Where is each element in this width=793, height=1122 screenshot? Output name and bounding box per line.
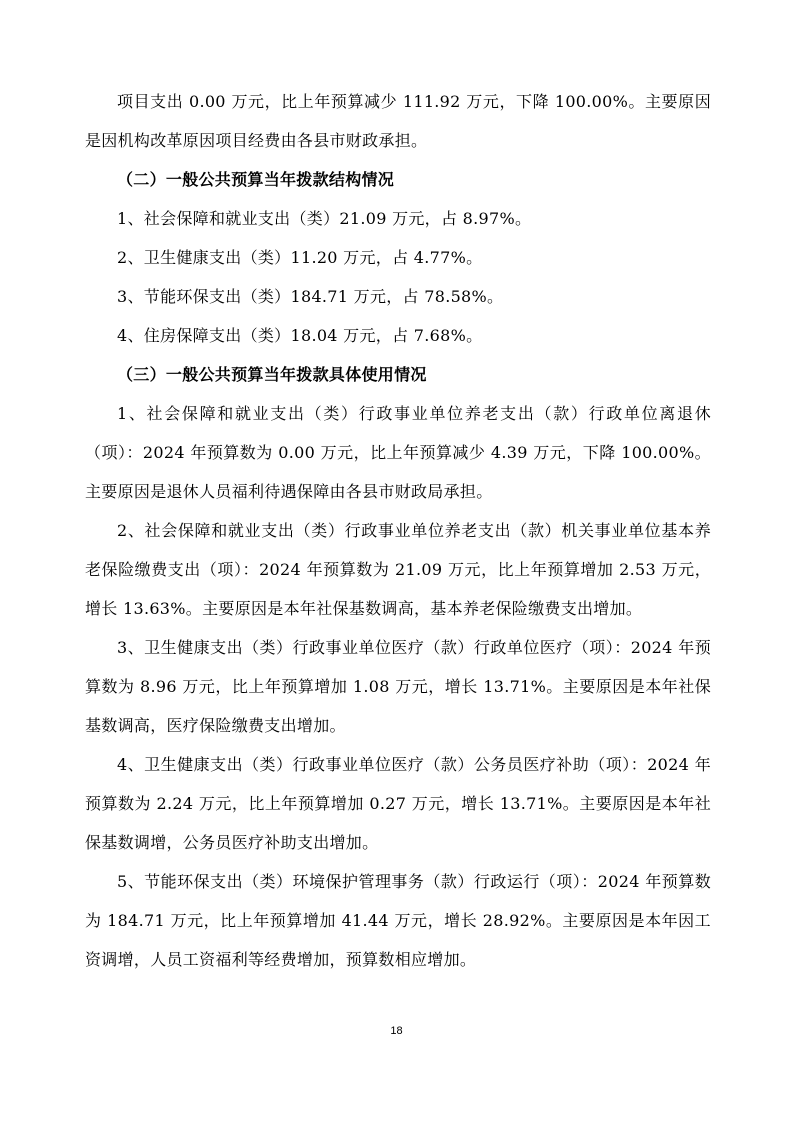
paragraph-pension-insurance: 2、社会保障和就业支出（类）行政事业单位养老支出（款）机关事业单位基本养老保险缴费支出（项）：2024 年预算数为 21.09 万元，比上年预算增加 2.53 万元，增长 13.63%。主要原因是本年社保基数调高，基本养老保险缴费支出增加。 bbox=[85, 521, 711, 618]
paragraph-housing-share: 4、住房保障支出（类）18.04 万元，占 7.68%。 bbox=[117, 326, 483, 345]
paragraph-environment-operation: 5、节能环保支出（类）环境保护管理事务（款）行政运行（项）：2024 年预算数为 184.71 万元，比上年预算增加 41.44 万元，增长 28.92%。主要原因是本年因工资调增，人员工资福利等经费增加，预算数相应增加。 bbox=[85, 872, 711, 969]
paragraph-medical-subsidy: 4、卫生健康支出（类）行政事业单位医疗（款）公务员医疗补助（项）：2024 年预算数为 2.24 万元，比上年预算增加 0.27 万元，增长 13.71%。主要原因是本年社保基数调增，公务员医疗补助支出增加。 bbox=[85, 755, 711, 852]
document-body bbox=[85, 82, 711, 979]
paragraph-health-share: 2、卫生健康支出（类）11.20 万元，占 4.77%。 bbox=[117, 248, 483, 267]
paragraph-social-security-share: 1、社会保障和就业支出（类）21.09 万元，占 8.97%。 bbox=[117, 209, 532, 228]
paragraph-retirement: 1、社会保障和就业支出（类）行政事业单位养老支出（款）行政单位离退休（项）：2024 年预算数为 0.00 万元，比上年预算减少 4.39 万元，下降 100.00%。主要原因是退休人员福利待遇保障由各县市财政局承担。 bbox=[85, 404, 711, 501]
section-heading-usage: （三）一般公共预算当年拨款具体使用情况 bbox=[117, 365, 427, 384]
paragraph-energy-share: 3、节能环保支出（类）184.71 万元，占 78.58%。 bbox=[117, 287, 504, 306]
section-heading-structure: （二）一般公共预算当年拨款结构情况 bbox=[117, 170, 395, 189]
paragraph-medical-unit: 3、卫生健康支出（类）行政事业单位医疗（款）行政单位医疗（项）：2024 年预算数为 8.96 万元，比上年预算增加 1.08 万元，增长 13.71%。主要原因是本年社保基数调高，医疗保险缴费支出增加。 bbox=[85, 638, 711, 735]
paragraph-project-expense: 项目支出 0.00 万元，比上年预算减少 111.92 万元，下降 100.00%。主要原因是因机构改革原因项目经费由各县市财政承担。 bbox=[85, 92, 711, 150]
page-number: 18 bbox=[390, 1025, 403, 1037]
